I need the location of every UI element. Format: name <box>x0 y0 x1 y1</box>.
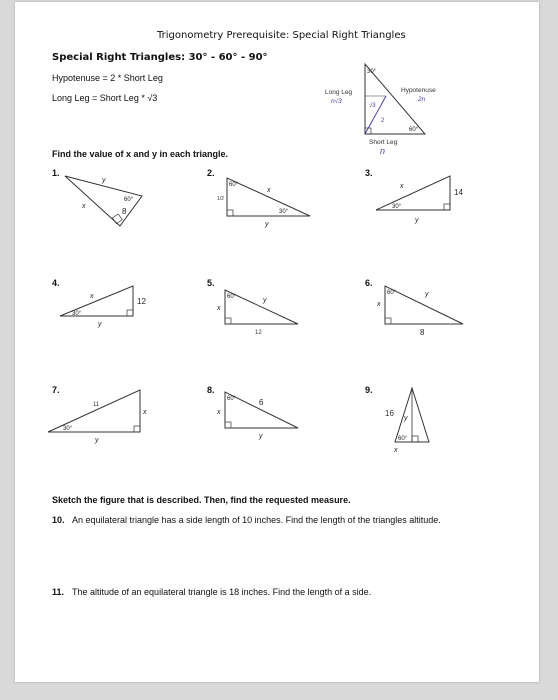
instruction-sketch: Sketch the figure that is described. Then, find the requested measure. <box>52 495 351 505</box>
p1-y: y <box>102 177 106 184</box>
p6-y: y <box>425 291 429 298</box>
problem-1-triangle <box>60 170 150 230</box>
p3-y: y <box>415 217 419 224</box>
p9-side: 16 <box>385 409 394 418</box>
p8-side: 6 <box>259 398 264 407</box>
p9-y: y <box>404 415 408 422</box>
p6-angle: 60° <box>387 290 397 296</box>
p8-x: x <box>217 409 221 416</box>
problem-1-number: 1. <box>52 168 60 178</box>
p3-angle: 30° <box>392 204 402 210</box>
p3-x: x <box>400 183 404 190</box>
p4-y: y <box>98 321 102 328</box>
p3-side: 14 <box>454 188 463 197</box>
p2-angle-top: 60° <box>229 182 239 188</box>
q11-text: The altitude of an equilateral triangle is 18 inches. Find the length of a side. <box>72 587 372 597</box>
ref-hypotenuse-label: Hypotenuse <box>401 87 436 94</box>
problem-9-triangle <box>365 382 455 460</box>
problem-7-triangle <box>43 384 153 444</box>
p8-angle: 60° <box>227 396 237 402</box>
p6-x: x <box>377 301 381 308</box>
p1-angle: 60° <box>124 197 134 203</box>
ref-hypotenuse-expr: 2n <box>418 96 426 103</box>
ref-inner-sqrt3: √3 <box>369 103 376 109</box>
ref-angle-top: 30° <box>367 69 377 75</box>
ref-angle-bottom: 60° <box>409 127 419 133</box>
problem-7-number: 7. <box>52 385 60 395</box>
ref-short-leg-expr: n <box>380 146 386 156</box>
problem-9-number: 9. <box>365 385 373 395</box>
p1-x: x <box>82 203 86 210</box>
problem-2-triangle <box>215 172 315 232</box>
problem-3-number: 3. <box>365 168 373 178</box>
problem-6-number: 6. <box>365 278 373 288</box>
ref-long-leg-label: Long Leg <box>325 89 353 96</box>
problem-8-triangle <box>213 388 313 448</box>
p2-angle: 30° <box>279 209 289 215</box>
worksheet-page <box>15 2 539 682</box>
p4-side: 12 <box>137 297 146 306</box>
problem-5-number: 5. <box>207 278 215 288</box>
problem-5-triangle <box>213 284 313 344</box>
q10-number: 10. <box>52 515 65 525</box>
p4-x: x <box>90 293 94 300</box>
p7-x: x <box>143 409 147 416</box>
problem-8-number: 8. <box>207 385 215 395</box>
problem-3-triangle <box>370 170 480 230</box>
p6-side: 8 <box>420 328 425 337</box>
p5-x: x <box>217 305 221 312</box>
p5-side: 12 <box>255 330 262 336</box>
ref-short-leg-label: Short Leg <box>369 139 398 146</box>
instruction-find-x-y: Find the value of x and y in each triangle. <box>52 149 229 159</box>
q11-number: 11. <box>52 587 65 597</box>
problem-6-triangle <box>373 282 483 346</box>
p4-angle: 30° <box>72 311 82 317</box>
p9-x: x <box>394 447 398 454</box>
rule-long-leg: Long Leg = Short Leg * √3 <box>52 93 158 103</box>
p5-y: y <box>263 297 267 304</box>
ref-inner-2: 2 <box>381 118 385 124</box>
ref-long-leg-expr: n√3 <box>331 98 342 105</box>
p7-side: 11 <box>93 402 100 408</box>
problem-4-number: 4. <box>52 278 60 288</box>
p8-y: y <box>259 433 263 440</box>
problem-4-triangle <box>55 278 155 338</box>
p1-side: 8 <box>122 207 127 216</box>
p2-x: x <box>267 187 271 194</box>
p2-side: 1/2 <box>217 196 224 202</box>
p2-y: y <box>265 221 269 228</box>
q10-text: An equilateral triangle has a side length of 10 inches. Find the length of the triangles altitude. <box>72 515 441 525</box>
section-heading: Special Right Triangles: 30° - 60° - 90° <box>52 52 268 63</box>
p9-angle: 60° <box>398 436 408 442</box>
p7-angle: 30° <box>63 426 73 432</box>
page-title: Trigonometry Prerequisite: Special Right Triangles <box>157 30 406 41</box>
rule-hypotenuse: Hypotenuse = 2 * Short Leg <box>52 73 163 83</box>
p7-y: y <box>95 437 99 444</box>
reference-triangle-diagram <box>315 60 465 160</box>
problem-2-number: 2. <box>207 168 215 178</box>
p5-angle: 60° <box>227 294 237 300</box>
